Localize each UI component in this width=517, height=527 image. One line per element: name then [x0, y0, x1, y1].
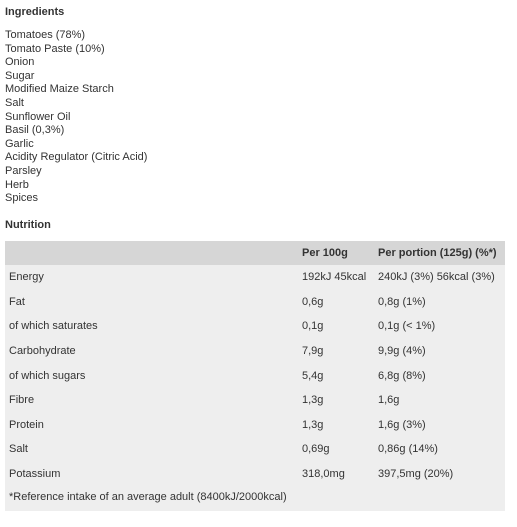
- ingredient-item: Acidity Regulator (Citric Acid): [5, 151, 148, 164]
- table-row: [5, 363, 505, 388]
- per-100g-cell: 0,1g: [302, 320, 324, 333]
- nutrition-table-header-row: [5, 241, 505, 265]
- nutrient-name-cell: Potassium: [9, 468, 61, 481]
- per-100g-cell: 192kJ 45kcal: [302, 271, 367, 284]
- nutrition-header-per-100g: Per 100g: [298, 241, 374, 265]
- nutrient-name-cell: Fat: [9, 295, 25, 308]
- table-row: [5, 314, 505, 339]
- nutrition-footnote: *Reference intake of an average adult (8400kJ/2000kcal): [9, 491, 287, 504]
- table-row: [5, 290, 505, 315]
- ingredient-item: Sugar: [5, 69, 35, 82]
- table-row: [5, 462, 505, 487]
- per-100g-cell: 7,9g: [302, 345, 324, 358]
- ingredient-item: Tomato Paste (10%): [5, 42, 105, 55]
- table-row: [5, 265, 505, 290]
- ingredients-heading: Ingredients: [5, 6, 65, 18]
- per-portion-cell: 9,9g (4%): [378, 345, 426, 358]
- table-row: [5, 413, 505, 438]
- ingredient-item: Onion: [5, 56, 35, 69]
- ingredient-item: Garlic: [5, 137, 34, 150]
- nutrition-header-nutrient: [5, 241, 298, 265]
- per-100g-cell: 0,69g: [302, 443, 330, 456]
- nutrition-table-panel: [5, 241, 505, 511]
- per-100g-cell: 0,6g: [302, 295, 324, 308]
- per-100g-cell: 318,0mg: [302, 468, 345, 481]
- per-portion-cell: 240kJ (3%) 56kcal (3%): [378, 271, 495, 284]
- per-portion-cell: 0,8g (1%): [378, 295, 426, 308]
- per-portion-cell: 1,6g (3%): [378, 418, 426, 431]
- nutrient-name-cell: of which saturates: [9, 320, 98, 333]
- table-row: [5, 388, 505, 413]
- ingredient-item: Tomatoes (78%): [5, 29, 86, 41]
- nutrient-name-cell: Energy: [9, 271, 44, 284]
- nutrient-name-cell: Fibre: [9, 394, 35, 407]
- nutrient-name-cell: Carbohydrate: [9, 345, 76, 358]
- ingredient-item: Basil (0,3%): [5, 124, 65, 137]
- per-portion-cell: 6,8g (8%): [378, 369, 426, 382]
- per-portion-cell: 0,86g (14%): [378, 443, 438, 456]
- nutrient-name-cell: Protein: [9, 418, 44, 431]
- nutrition-header-per-portion: Per portion (125g) (%*): [374, 241, 505, 265]
- ingredient-item: Spices: [5, 192, 39, 205]
- per-portion-cell: 0,1g (< 1%): [378, 320, 436, 333]
- ingredient-item: Sunflower Oil: [5, 110, 71, 123]
- per-100g-cell: 5,4g: [302, 369, 324, 382]
- ingredients-list: [5, 29, 147, 206]
- ingredient-item: Parsley: [5, 164, 42, 177]
- per-portion-cell: 397,5mg (20%): [378, 468, 454, 481]
- per-100g-cell: 1,3g: [302, 394, 324, 407]
- nutrition-table-body: [5, 265, 505, 486]
- ingredient-item: Modified Maize Starch: [5, 83, 114, 96]
- ingredient-item: Salt: [5, 96, 24, 109]
- nutrient-name-cell: Salt: [9, 443, 28, 456]
- ingredient-item: Herb: [5, 178, 29, 191]
- table-row: [5, 437, 505, 462]
- nutrition-heading: Nutrition: [5, 219, 51, 231]
- per-100g-cell: 1,3g: [302, 418, 324, 431]
- per-portion-cell: 1,6g: [378, 394, 400, 407]
- nutrition-table: [5, 241, 505, 486]
- nutrient-name-cell: of which sugars: [9, 369, 86, 382]
- table-row: [5, 339, 505, 364]
